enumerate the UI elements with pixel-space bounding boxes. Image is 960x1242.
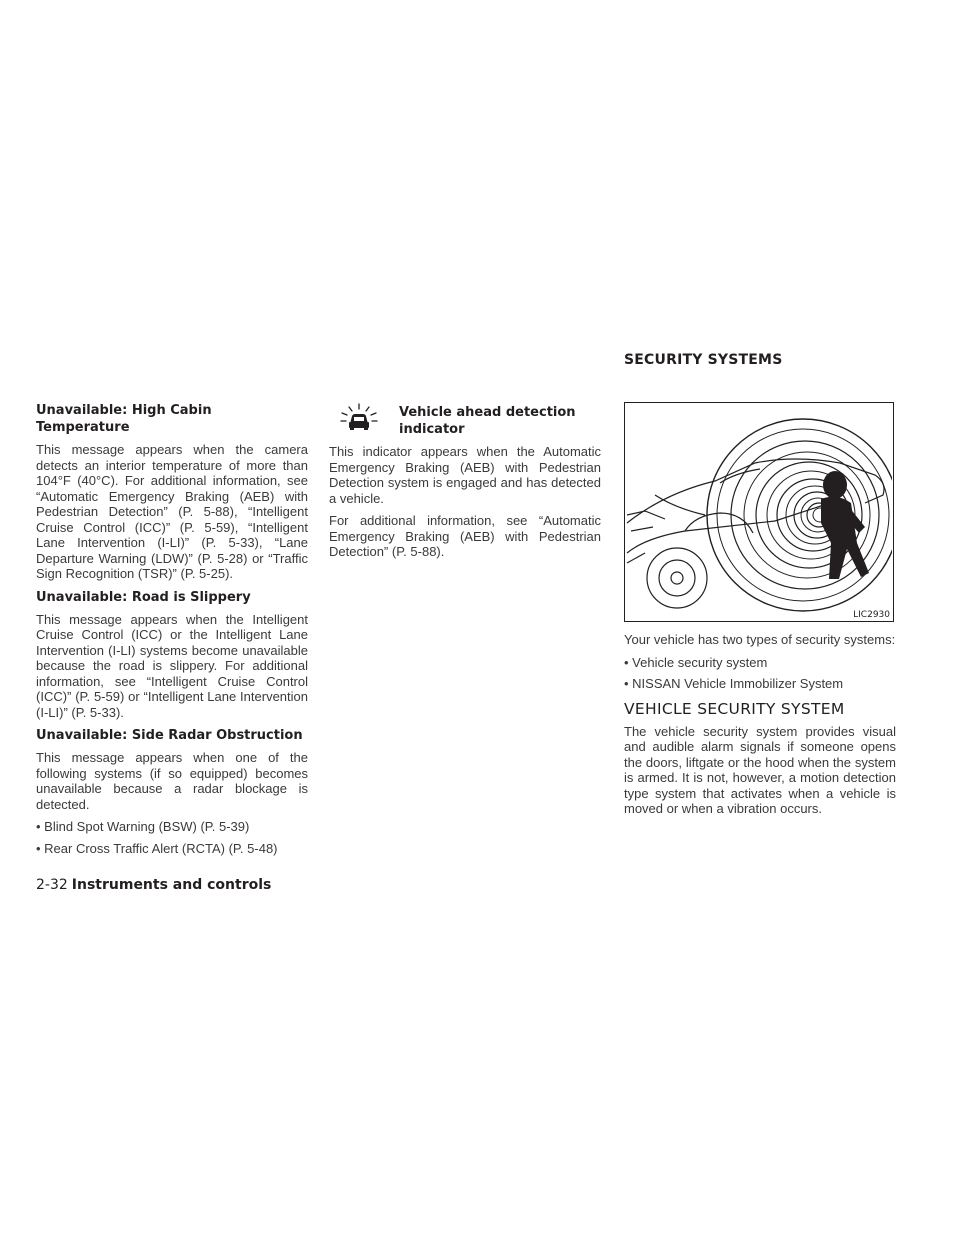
paragraph-road-slippery: This message appears when the Intelligent Cruise Control (ICC) or the Intelligent Lane Intervention (I-LI) systems become unavailable because the road is slippery. For additional information, see “Intelligent Cruise Control (ICC)” (P. 5-59) or “Intelligent Lane Intervention (I-LI)” (P. 5-33). [36, 611, 308, 720]
heading-vehicle-ahead-indicator: Vehicle ahead detection indicator [399, 405, 576, 437]
page-footer [36, 877, 271, 893]
paragraph-vehicle-ahead-1: This indicator appears when the Automatic Emergency Braking (AEB) with Pedestrian Detection system is engaged and has detected a vehicle. [329, 444, 601, 506]
vehicle-ahead-indicator-icon [329, 402, 399, 434]
column-1 [36, 402, 308, 862]
security-illustration [624, 402, 894, 622]
chapter-title: Instruments and controls [71, 877, 272, 893]
paragraph-vehicle-security-system: The vehicle security system provides visual and audible alarm signals if someone opens the doors, liftgate or the hood when the system is armed. It is not, however, a motion detection type system that activates when a vehicle is moved or when a vibration occurs. [624, 723, 896, 816]
column-2 [329, 402, 601, 567]
page-number: 2-32 [36, 877, 68, 893]
list-item: • Vehicle security system [624, 654, 768, 670]
heading-side-radar-obstruction: Unavailable: Side Radar Obstruction [36, 728, 303, 743]
list-item: • NISSAN Vehicle Immobilizer System [624, 676, 844, 691]
figure-code: LIC2930 [853, 610, 890, 620]
column-3 [624, 402, 896, 824]
heading-high-cabin-temperature: Unavailable: High Cabin Temperature [36, 403, 212, 435]
paragraph-high-cabin-temperature: This message appears when the camera detects an interior temperature of more than 104°F (40°C). For additional information, see “Automatic Emergency Braking (AEB) with Pedestrian Detection” (P. 5-88), “Intelligent Cruise Control (ICC)” (P. 5-59), “Intelligent Lane Intervention (I-LI)” (P. 5-33), “Lane Departure Warning (LDW)” (P. 5-28) or “Traffic Sign Recognition (TSR)” (P. 5-25). [36, 442, 308, 581]
indicator-heading-row [329, 402, 601, 438]
list-item: • Blind Spot Warning (BSW) (P. 5-39) [36, 819, 250, 834]
paragraph-side-radar-obstruction: This message appears when one of the following systems (if so equipped) becomes unavailable because a radar blockage is detected. [36, 750, 308, 812]
list-item: • Rear Cross Traffic Alert (RCTA) (P. 5-48) [36, 840, 278, 856]
section-banner: SECURITY SYSTEMS [624, 352, 783, 368]
heading-road-slippery: Unavailable: Road is Slippery [36, 589, 251, 605]
paragraph-security-types: Your vehicle has two types of security systems: [624, 632, 896, 647]
heading-vehicle-security-system: VEHICLE SECURITY SYSTEM [624, 699, 845, 718]
paragraph-vehicle-ahead-2: For additional information, see “Automatic Emergency Braking (AEB) with Pedestrian Detection” (P. 5-88). [329, 513, 601, 559]
